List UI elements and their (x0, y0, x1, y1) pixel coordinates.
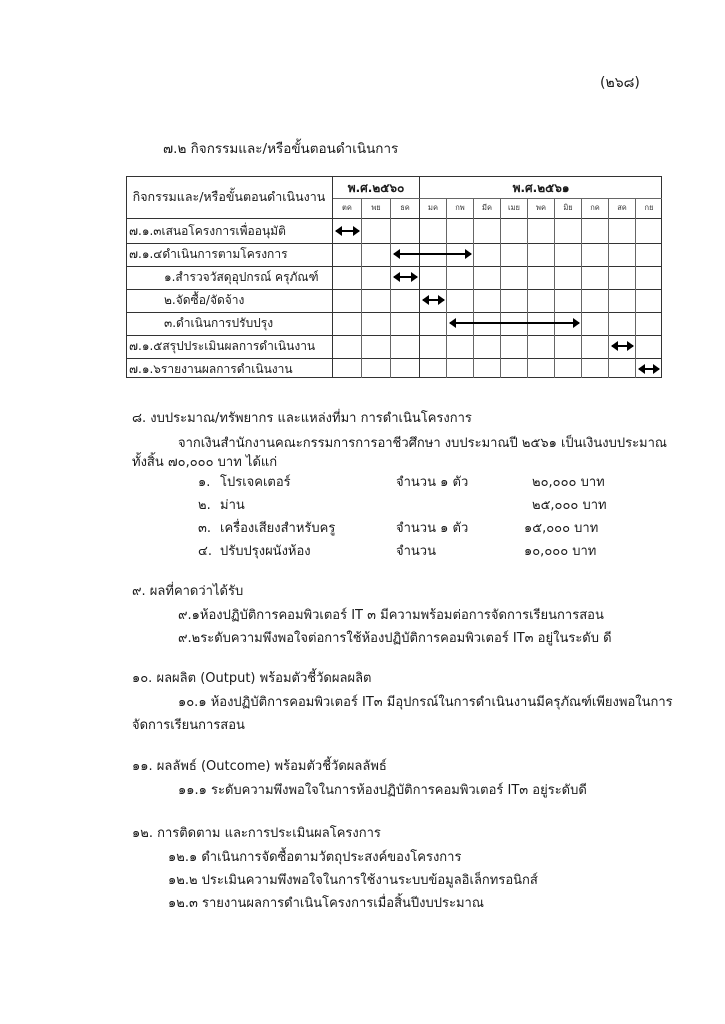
table-grid-line (500, 198, 501, 378)
monitoring-item: ๑๒.๒ ประเมินความพึงพอใจในการใช้งานระบบข้อมูลอิเล็กทรอนิกส์ (168, 873, 538, 888)
timeline-arrow (394, 276, 417, 278)
monitoring-item: ๑๒.๑ ดำเนินการจัดซื้อตามวัตถุประสงค์ของโครงการ (168, 850, 462, 865)
month-header: กย (644, 203, 654, 212)
table-grid-line (126, 176, 127, 378)
timeline-arrow (423, 299, 444, 301)
budget-item-name: ปรับปรุงผนังห้อง (220, 544, 311, 559)
month-header: มีค (482, 203, 492, 212)
table-grid-line (635, 198, 636, 378)
output-heading: ๑๐. ผลผลิต (Output) พร้อมตัวชี้วัดผลผลิต (132, 671, 372, 686)
table-grid-line (126, 176, 662, 177)
activity-row-label: ๓.ดำเนินการปรับปรุง (164, 315, 274, 330)
budget-item-name: โปรเจคเตอร์ (220, 475, 291, 490)
budget-item-amount: ๒๐,๐๐๐ บาท (532, 475, 605, 490)
table-grid-line (527, 198, 528, 378)
table-grid-line (419, 176, 420, 378)
month-header: กพ (455, 203, 465, 212)
table-grid-line (581, 198, 582, 378)
budget-item-qty: จำนวน ๑ ตัว (396, 475, 469, 490)
budget-item-amount: ๒๕,๐๐๐ บาท (532, 498, 607, 513)
expected-results-heading: ๙. ผลที่คาดว่าได้รับ (132, 584, 244, 599)
budget-item-no: ๔. (198, 544, 212, 559)
budget-item-amount: ๑๕,๐๐๐ บาท (524, 521, 599, 536)
budget-item-qty: จำนวน ๑ ตัว (396, 521, 469, 536)
table-grid-line (661, 176, 662, 378)
activity-row-label: ๗.๑.๖รายงานผลการดำเนินงาน (129, 361, 293, 376)
month-header: ธค (400, 203, 410, 212)
table-grid-line (608, 198, 609, 378)
budget-paragraph-line2: ทั้งสิ้น ๗๐,๐๐๐ บาท ได้แก่ (132, 455, 278, 470)
budget-item-name: เครื่องเสียงสำหรับครู (220, 521, 336, 536)
expected-result-item: ๙.๒ระดับความพึงพอใจต่อการใช้ห้องปฏิบัติการคอมพิวเตอร์ IT๓ อยู่ในระดับ ดี (178, 631, 612, 646)
budget-paragraph-line1: จากเงินสำนักงานคณะกรรมการการอาชีวศึกษา งบประมาณปี ๒๕๖๑ เป็นเงินงบประมาณ (178, 436, 667, 451)
timeline-arrow (394, 253, 471, 255)
activity-row-label: ๗.๑.๓เสนอโครงการเพื่ออนุมัติ (129, 223, 286, 238)
activity-column-header: กิจกรรมและ/หรือขั้นตอนดำเนินงาน (132, 189, 326, 204)
timeline-arrow (639, 368, 659, 370)
monitoring-heading: ๑๒. การติดตาม และการประเมินผลโครงการ (132, 826, 381, 841)
activity-schedule-table (126, 176, 662, 378)
activity-row-label: ๗.๑.๕สรุปประเมินผลการดำเนินงาน (129, 338, 316, 353)
month-header: สค (617, 203, 627, 212)
timeline-arrow (450, 322, 579, 324)
budget-item-amount: ๑๐,๐๐๐ บาท (524, 544, 597, 559)
table-grid-line (361, 198, 362, 378)
budget-item-no: ๒. (198, 498, 211, 513)
table-grid-line (390, 198, 391, 378)
activity-row-label: ๑.สำรวจวัสดุอุปกรณ์ ครุภัณฑ์ (164, 269, 319, 284)
month-header: มิย (563, 203, 573, 212)
outcome-heading: ๑๑. ผลลัพธ์ (Outcome) พร้อมตัวชี้วัดผลลัพธ์ (132, 759, 387, 774)
table-grid-line (554, 198, 555, 378)
table-grid-line (446, 198, 447, 378)
outcome-item: ๑๑.๑ ระดับความพึงพอใจในการห้องปฏิบัติการคอมพิวเตอร์ IT๓ อยู่ระดับดี (178, 783, 587, 798)
timeline-arrow (336, 230, 359, 232)
section-title: ๗.๒ กิจกรรมและ/หรือขั้นตอนดำเนินการ (163, 141, 399, 157)
month-header: กค (590, 203, 600, 212)
month-header: พย (371, 203, 381, 212)
expected-result-item: ๙.๑ห้องปฏิบัติการคอมพิวเตอร์ IT ๓ มีความพร้อมต่อการจัดการเรียนการสอน (178, 608, 604, 623)
table-grid-line (332, 176, 333, 378)
year-header-2560: พ.ศ.๒๕๖๐ (347, 180, 405, 195)
table-grid-line (333, 198, 662, 199)
month-header: พค (536, 203, 546, 212)
budget-item-qty: จำนวน (396, 544, 436, 559)
month-header: ตค (342, 203, 352, 212)
output-item-line1: ๑๐.๑ ห้องปฏิบัติการคอมพิวเตอร์ IT๓ มีอุปกรณ์ในการดำเนินงานมีครุภัณฑ์เพียงพอในการ (178, 695, 673, 710)
budget-item-name: ม่าน (220, 498, 245, 513)
budget-item-no: ๑. (198, 475, 211, 490)
month-header: เมย (508, 203, 520, 212)
timeline-arrow (612, 345, 633, 347)
month-header: มค (428, 203, 438, 212)
page-number: (๒๖๘) (600, 75, 640, 91)
monitoring-item: ๑๒.๓ รายงานผลการดำเนินโครงการเมื่อสิ้นปีงบประมาณ (168, 896, 484, 911)
budget-heading: ๘. งบประมาณ/ทรัพยากร และแหล่งที่มา การดำเนินโครงการ (132, 411, 472, 426)
output-item-line2: จัดการเรียนการสอน (132, 718, 245, 733)
activity-row-label: ๒.จัดซื้อ/จัดจ้าง (164, 292, 245, 307)
year-header-2561: พ.ศ.๒๕๖๑ (512, 180, 570, 195)
activity-row-label: ๗.๑.๔ดำเนินการตามโครงการ (129, 246, 288, 261)
budget-item-no: ๓. (198, 521, 212, 536)
table-grid-line (473, 198, 474, 378)
